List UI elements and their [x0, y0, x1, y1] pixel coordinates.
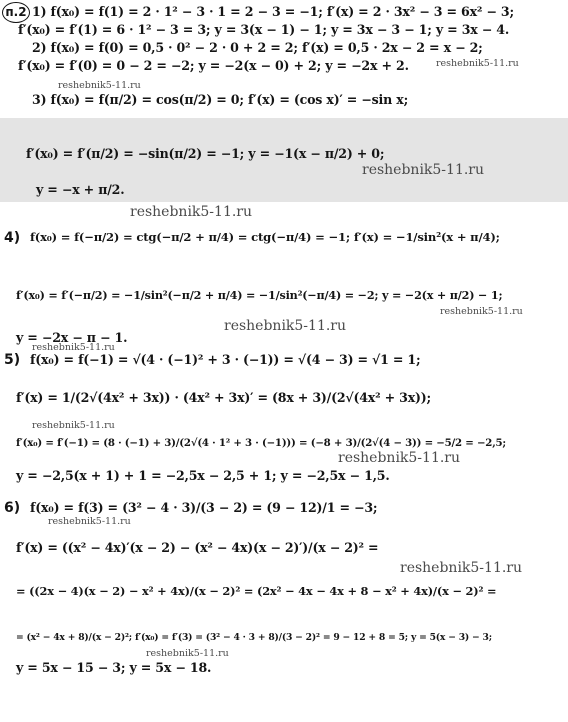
part4-line2: f′(x₀) = f′(−π/2) = −1/sin²(−π/2 + π/4) = −1/sin²(−π/4) = −2; y = −2(x + π/2) − 1;: [16, 288, 503, 302]
part3-line3: y = −x + π/2.: [36, 182, 125, 197]
part5-line4: y = −2,5(x + 1) + 1 = −2,5x − 2,5 + 1; y = −2,5x − 1,5.: [16, 468, 390, 483]
part1-line1: 1) f(x₀) = f(1) = 2 · 1² − 3 · 1 = 2 − 3 = −1; f′(x) = 2 · 3x² − 3 = 6x² − 3;: [32, 4, 514, 19]
watermark: reshebnik5-11.ru: [362, 162, 485, 178]
part6-marker: 6): [4, 500, 21, 516]
part5-line2: f′(x) = 1/(2√(4x² + 3x)) · (4x² + 3x)′ = (8x + 3)/(2√(4x² + 3x));: [16, 390, 431, 405]
part5-marker: 5): [4, 352, 21, 368]
watermark: reshebnik5-11.ru: [440, 306, 523, 317]
part2-line1: 2) f(x₀) = f(0) = 0,5 · 0² − 2 · 0 + 2 = 2; f′(x) = 0,5 · 2x − 2 = x − 2;: [32, 40, 483, 55]
watermark: reshebnik5-11.ru: [32, 342, 115, 353]
part3-line2: f′(x₀) = f′(π/2) = −sin(π/2) = −1; y = −1(x − π/2) + 0;: [26, 146, 385, 161]
watermark: reshebnik5-11.ru: [32, 420, 115, 431]
part6-line1: f(x₀) = f(3) = (3² − 4 · 3)/(3 − 2) = (9 − 12)/1 = −3;: [30, 500, 378, 515]
watermark: reshebnik5-11.ru: [48, 516, 131, 527]
watermark: reshebnik5-11.ru: [130, 204, 253, 220]
part5-line1: f(x₀) = f(−1) = √(4 · (−1)² + 3 · (−1)) = √(4 − 3) = √1 = 1;: [30, 352, 421, 367]
watermark: reshebnik5-11.ru: [436, 58, 519, 69]
part6-line4: = (x² − 4x + 8)/(x − 2)²; f′(x₀) = f′(3) = (3² − 4 · 3 + 8)/(3 − 2)² = 9 − 12 + 8 = 5; y = 5(x − 3) − 3;: [16, 632, 492, 643]
part6-line3: = ((2x − 4)(x − 2) − x² + 4x)/(x − 2)² = (2x² − 4x − 4x + 8 − x² + 4x)/(x − 2)² =: [16, 584, 497, 598]
problem-number: п.2: [2, 2, 30, 23]
watermark: reshebnik5-11.ru: [224, 318, 347, 334]
part2-line2: f′(x₀) = f′(0) = 0 − 2 = −2; y = −2(x − 0) + 2; y = −2x + 2.: [18, 58, 409, 73]
part6-line5: y = 5x − 15 − 3; y = 5x − 18.: [16, 660, 212, 675]
watermark: reshebnik5-11.ru: [400, 560, 523, 576]
watermark: reshebnik5-11.ru: [146, 648, 229, 659]
part3-line1: 3) f(x₀) = f(π/2) = cos(π/2) = 0; f′(x) = (cos x)′ = −sin x;: [32, 92, 409, 107]
watermark: reshebnik5-11.ru: [58, 80, 141, 91]
part6-line2: f′(x) = ((x² − 4x)′(x − 2) − (x² − 4x)(x − 2)′)/(x − 2)² =: [16, 540, 379, 555]
part4-marker: 4): [4, 230, 21, 246]
part4-line3: y = −2x − π − 1.: [16, 330, 128, 345]
watermark: reshebnik5-11.ru: [338, 450, 461, 466]
part5-line3: f′(x₀) = f′(−1) = (8 · (−1) + 3)/(2√(4 · 1² + 3 · (−1))) = (−8 + 3)/(2√(4 − 3)) = −5/2 = −2,5;: [16, 437, 506, 449]
part1-line2: f′(x₀) = f′(1) = 6 · 1² − 3 = 3; y = 3(x − 1) − 1; y = 3x − 3 − 1; y = 3x − 4.: [18, 22, 510, 37]
part4-line1: f(x₀) = f(−π/2) = ctg(−π/2 + π/4) = ctg(−π/4) = −1; f′(x) = −1/sin²(x + π/4);: [30, 230, 500, 244]
